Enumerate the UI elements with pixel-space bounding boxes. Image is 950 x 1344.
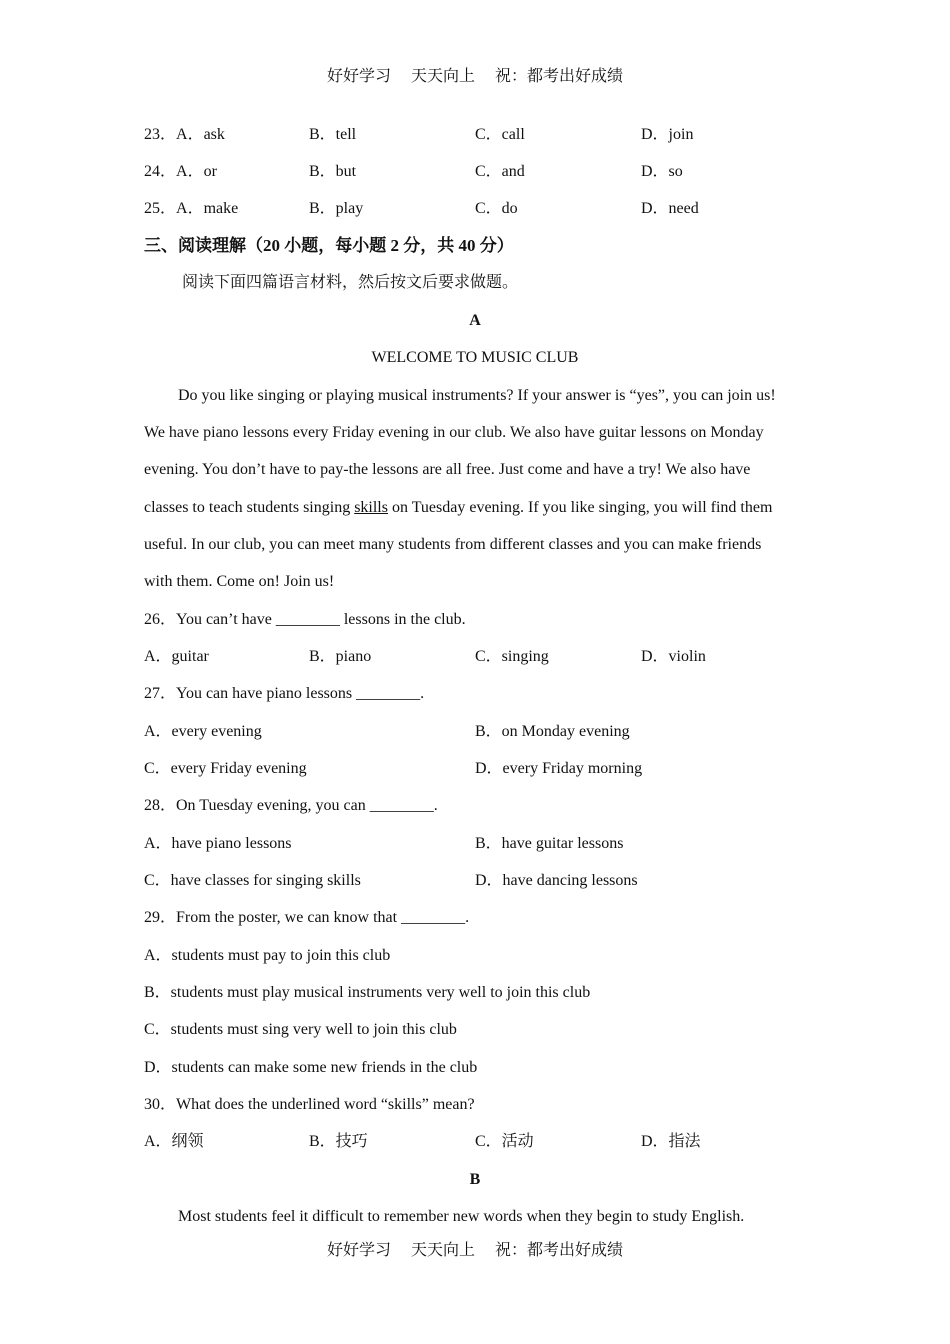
q24-a: 24．A．or bbox=[144, 163, 217, 180]
passage-b-label: B bbox=[469, 1171, 481, 1188]
footer-mid: 天天向上 bbox=[410, 1242, 475, 1259]
passage-a-line-2: We have piano lessons every Friday evening in our club. We also have guitar lessons on Monday bbox=[144, 424, 764, 441]
q27-stem: 27．You can have piano lessons ________. bbox=[144, 685, 425, 702]
q27-option-c: C．every Friday evening bbox=[144, 760, 307, 777]
q26-option-a: A．guitar bbox=[144, 648, 209, 665]
q27-option-a: A．every evening bbox=[144, 723, 262, 740]
header-mid: 天天向上 bbox=[410, 68, 475, 85]
q23-c: C．call bbox=[475, 126, 525, 143]
passage-a-line-5: useful. In our club, you can meet many students from different classes and you can make friends bbox=[144, 536, 762, 553]
section-instruction: 阅读下面四篇语言材料，然后按文后要求做题。 bbox=[182, 274, 519, 291]
q24-c: C．and bbox=[475, 163, 525, 180]
passage-a-label: A bbox=[469, 312, 481, 329]
q26-option-b: B．piano bbox=[309, 648, 372, 665]
q27-option-d: D．every Friday morning bbox=[475, 760, 643, 777]
q26-option-c: C．singing bbox=[475, 648, 549, 665]
q25-b: B．play bbox=[309, 200, 364, 217]
q24-d: D．so bbox=[641, 163, 683, 180]
passage-a-title: WELCOME TO MUSIC CLUB bbox=[371, 349, 579, 366]
header-left: 好好学习 bbox=[326, 68, 391, 85]
footer-left: 好好学习 bbox=[326, 1242, 391, 1259]
q28-stem: 28．On Tuesday evening, you can ________. bbox=[144, 797, 438, 814]
q30-option-a: A．纲领 bbox=[144, 1133, 204, 1150]
passage-a-line-3: evening. You don’t have to pay-the lessons are all free. Just come and have a try! We also have bbox=[144, 461, 751, 478]
q27-option-b: B．on Monday evening bbox=[475, 723, 630, 740]
q29-option-b: B．students must play musical instruments very well to join this club bbox=[144, 984, 591, 1001]
q30-option-d: D．指法 bbox=[641, 1133, 701, 1150]
page-footer bbox=[0, 1241, 950, 1261]
passage-a-line-1: Do you like singing or playing musical instruments? If your answer is “yes”, you can join us! bbox=[178, 387, 776, 404]
passage-b-line-1: Most students feel it difficult to remember new words when they begin to study English. bbox=[178, 1208, 745, 1225]
q30-option-b: B．技巧 bbox=[309, 1133, 368, 1150]
q24-b: B．but bbox=[309, 163, 357, 180]
section-title: 三、阅读理解（20 小题，每小题 2 分，共 40 分） bbox=[144, 236, 514, 255]
q23-a: 23．A．ask bbox=[144, 126, 225, 143]
q29-stem: 29．From the poster, we can know that ________. bbox=[144, 909, 470, 926]
q30-option-c: C．活动 bbox=[475, 1133, 534, 1150]
q25-c: C．do bbox=[475, 200, 518, 217]
underlined-word-skills: skills bbox=[354, 499, 388, 516]
q26-option-d: D．violin bbox=[641, 648, 706, 665]
q25-d: D．need bbox=[641, 200, 699, 217]
q29-option-c: C．students must sing very well to join this club bbox=[144, 1021, 457, 1038]
q28-option-a: A．have piano lessons bbox=[144, 835, 292, 852]
passage-a-line-4: classes to teach students singing skills on Tuesday evening. If you like singing, you will find them bbox=[144, 499, 773, 516]
q28-option-c: C．have classes for singing skills bbox=[144, 872, 361, 889]
q29-option-a: A．students must pay to join this club bbox=[144, 947, 391, 964]
q23-d: D．join bbox=[641, 126, 694, 143]
q28-option-b: B．have guitar lessons bbox=[475, 835, 624, 852]
page-header bbox=[0, 67, 950, 87]
passage-a-line-6: with them. Come on! Join us! bbox=[144, 573, 335, 590]
q30-stem: 30．What does the underlined word “skills” mean? bbox=[144, 1096, 475, 1113]
q25-a: 25．A．make bbox=[144, 200, 239, 217]
q28-option-d: D．have dancing lessons bbox=[475, 872, 638, 889]
header-right: 祝：都考出好成绩 bbox=[495, 68, 624, 85]
q26-stem: 26．You can’t have ________ lessons in the club. bbox=[144, 611, 466, 628]
footer-right: 祝：都考出好成绩 bbox=[495, 1242, 624, 1259]
q23-b: B．tell bbox=[309, 126, 357, 143]
q29-option-d: D．students can make some new friends in the club bbox=[144, 1059, 478, 1076]
